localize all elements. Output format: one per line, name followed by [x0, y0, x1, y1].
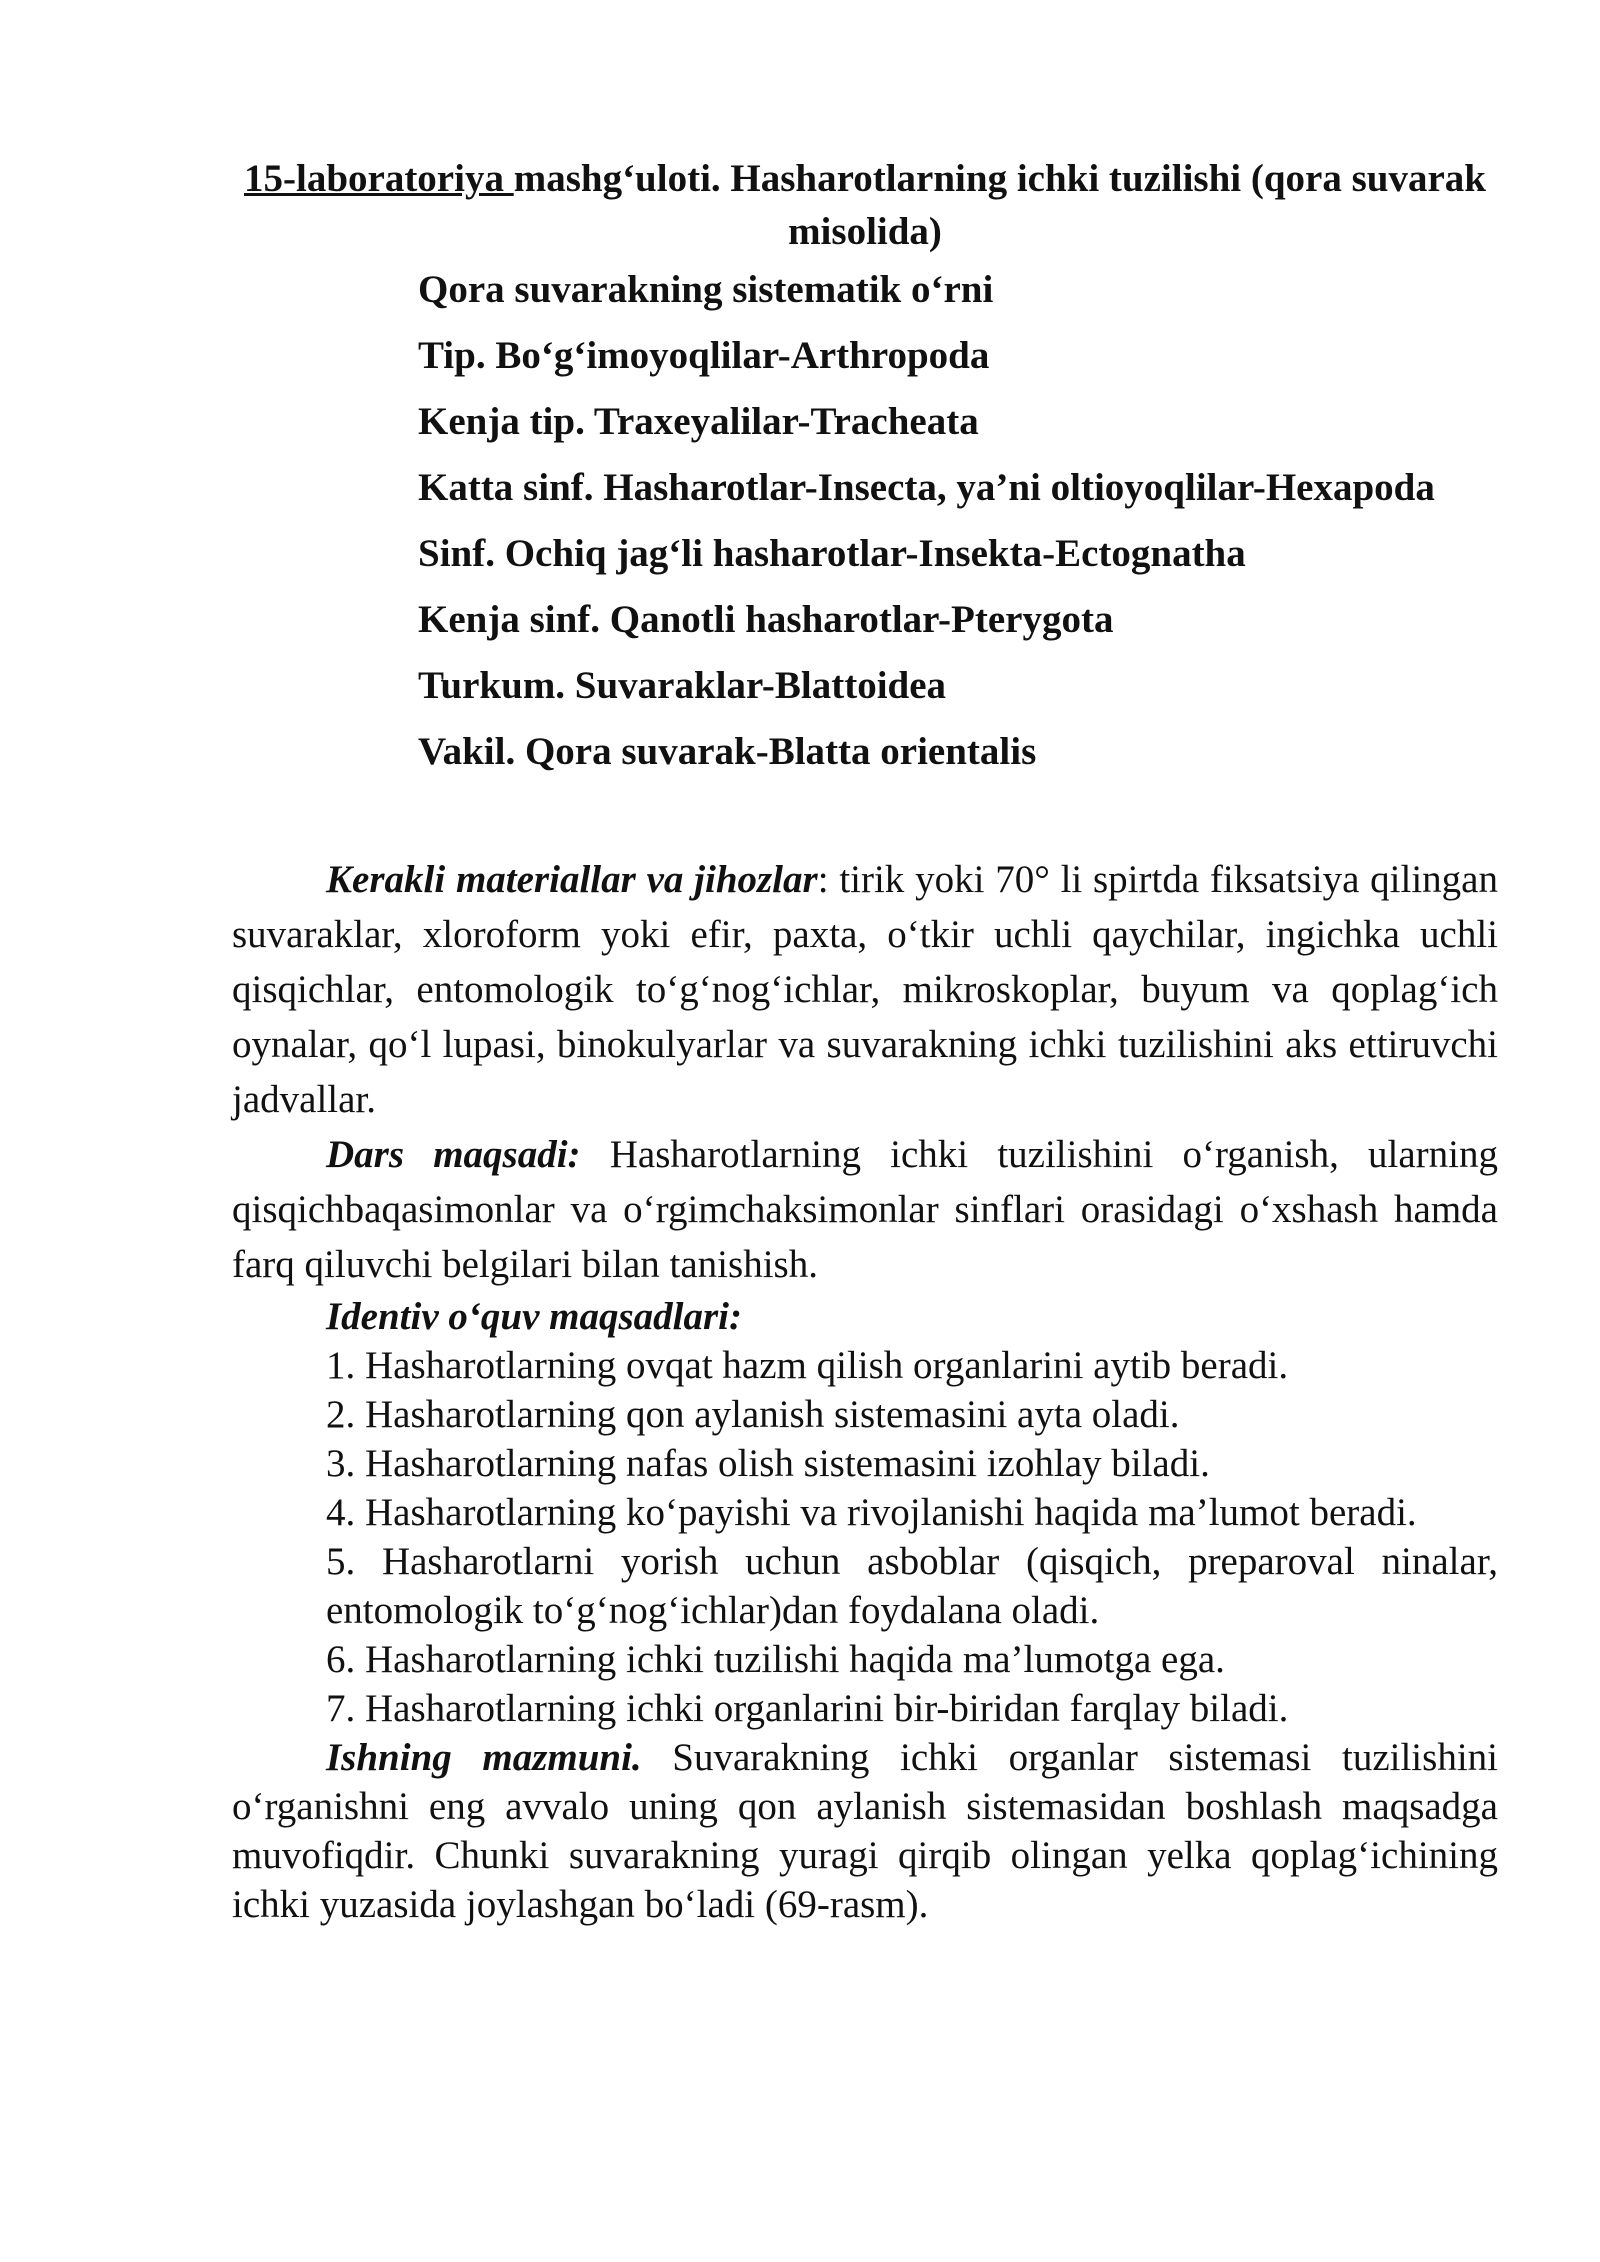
taxonomy-kenja-sinf: Kenja sinf. Qanotli hasharotlar-Pterygota — [418, 598, 1114, 641]
content-text: Suvarakning ichki organlar sistemasi tuzilishini o‘rganishni eng avvalo uning qon aylanish sistemasidan boshlash maqsadga muvofiqdir. Chunki suvarakning yuragi qirqib olingan yelka qoplag‘ichining ichki yuzasida joylashgan bo‘ladi (69-rasm). — [232, 1736, 1498, 1926]
goal-text: Hasharotlarning ichki tuzilishini o‘rganish, ularning qisqichbaqasimonlar va o‘rgimchaksimonlar sinflari orasidagi o‘xshash hamda farq qiluvchi belgilari bilan tanishish. — [232, 1133, 1499, 1286]
objective-item: 3. Hasharotlarning nafas olish sistemasini izohlay biladi. — [326, 1442, 1210, 1485]
title-text: mashg‘uloti. Hasharotlarning ichki tuzilishi (qora suvarak misolida) — [513, 157, 1486, 253]
content-label: Ishning mazmuni. — [326, 1736, 642, 1779]
objective-item: 7. Hasharotlarning ichki organlarini bir-biridan farqlay biladi. — [326, 1687, 1289, 1730]
objectives-list — [232, 1341, 1498, 1733]
taxonomy-block — [418, 264, 1498, 792]
objective-item: 4. Hasharotlarning ko‘payishi va rivojlanishi haqida ma’lumot beradi. — [326, 1491, 1417, 1534]
page-title — [232, 152, 1498, 258]
objective-item: 1. Hasharotlarning ovqat hazm qilish organlarini aytib beradi. — [326, 1344, 1289, 1387]
materials-text: : tirik yoki 70° li spirtda fiksatsiya qilingan suvaraklar, xloroform yoki efir, paxta, o‘tkir uchli qaychilar, ingichka uchli qisqichlar, entomologik to‘g‘nog‘ichlar, mikroskoplar, buyum va qoplag‘ich oynalar, qo‘l lupasi, binokulyarlar va suvarakning ichki tuzilishini aks ettiruvchi jadvallar. — [232, 858, 1498, 1121]
objectives-heading: Identiv o‘quv maqsadlari: — [326, 1295, 742, 1338]
goal-paragraph — [232, 1127, 1498, 1292]
title-lab-number: 15-laboratoriya — [244, 157, 514, 200]
taxonomy-heading: Qora suvarakning sistematik o‘rni — [418, 268, 994, 311]
content-paragraph — [232, 1733, 1498, 1929]
goal-label: Dars maqsadi: — [326, 1133, 581, 1176]
objectives-section — [232, 1292, 1498, 1733]
taxonomy-tip: Tip. Bo‘g‘imoyoqlilar-Arthropoda — [418, 334, 990, 377]
taxonomy-kenja-tip: Kenja tip. Traxeyalilar-Tracheata — [418, 400, 979, 443]
objective-item: 5. Hasharotlarni yorish uchun asboblar (qisqich, preparoval ninalar, entomologik to‘g‘nog‘ichlar)dan foydalana oladi. — [326, 1540, 1498, 1632]
materials-label: Kerakli materiallar va jihozlar — [326, 858, 818, 901]
document-body — [232, 852, 1498, 1929]
taxonomy-vakil: Vakil. Qora suvarak-Blatta orientalis — [418, 730, 1037, 773]
taxonomy-katta-sinf: Katta sinf. Hasharotlar-Insecta, ya’ni oltioyoqlilar-Hexapoda — [418, 466, 1435, 509]
materials-paragraph — [232, 852, 1498, 1127]
taxonomy-turkum: Turkum. Suvaraklar-Blattoidea — [418, 664, 947, 707]
taxonomy-sinf: Sinf. Ochiq jag‘li hasharotlar-Insekta-Ectognatha — [418, 532, 1246, 575]
objective-item: 2. Hasharotlarning qon aylanish sistemasini ayta oladi. — [326, 1393, 1180, 1436]
objective-item: 6. Hasharotlarning ichki tuzilishi haqida ma’lumotga ega. — [326, 1638, 1225, 1681]
